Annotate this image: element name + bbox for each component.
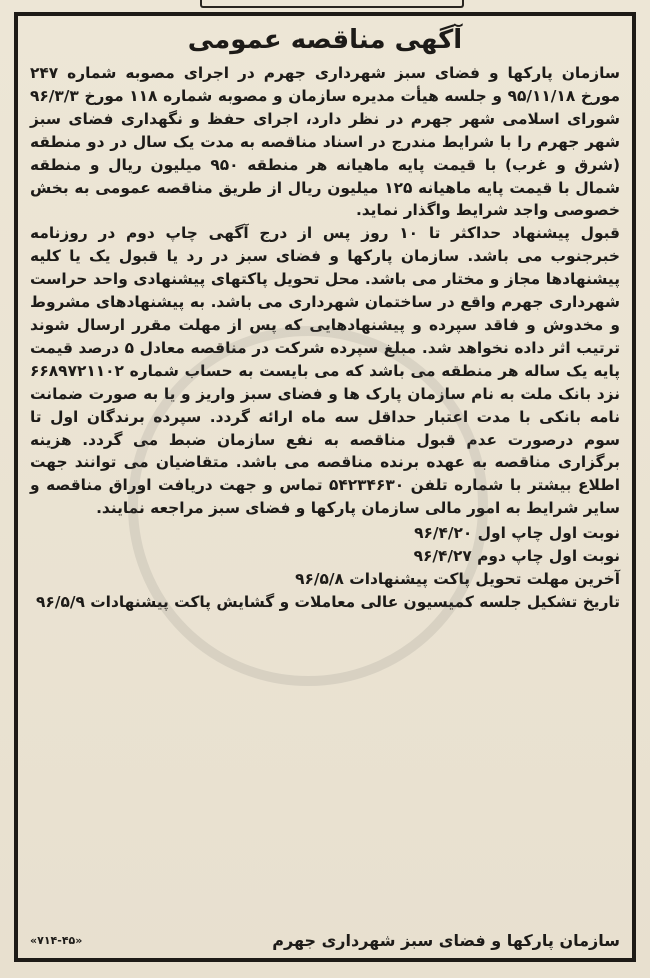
notice-body — [30, 62, 620, 520]
publication-schedule — [30, 522, 620, 614]
issuing-organization: سازمان پارکها و فضای سبز شهرداری جهرم — [272, 931, 620, 950]
notice-paragraph-intro: سازمان پارکها و فضای سبز شهرداری جهرم در اجرای مصوبه شماره ۲۴۷ مورخ ۹۵/۱۱/۱۸ و جلسه هیأت مدیره سازمان و مصوبه شماره ۱۱۸ مورخ ۹۶/۳/۳ شورای اسلامی شهر جهرم در نظر دارد، اجرای حفظ و نگهداری فضای سبز شهر جهرم را با شرایط مندرج در اسناد مناقصه به مدت یک سال در دو منطقه (شرق و غرب) با قیمت پایه ماهیانه هر منطقه ۹۵۰ میلیون ریال و منطقه شمال با قیمت پایه ماهیانه ۱۲۵ میلیون ریال از طریق مناقصه عمومی به بخش خصوصی واجد شرایط واگذار نماید. — [30, 64, 620, 220]
schedule-deadline: آخرین مهلت تحویل پاکت پیشنهادات ۹۶/۵/۸ — [295, 569, 620, 588]
schedule-second-print: نوبت اول چاپ دوم ۹۶/۴/۲۷ — [413, 547, 620, 566]
previous-ad-edge — [200, 0, 464, 8]
notice-title: آگهی مناقصه عمومی — [187, 25, 463, 55]
notice-paragraph-conditions: قبول پیشنهاد حداکثر تا ۱۰ روز پس از درج آگهی چاپ دوم در روزنامه خبرجنوب می باشد. سازمان پارکها و فضای سبز در رد یا قبول یک یا کلیه پیشنهادها مجاز و مختار می باشد. محل تحویل پاکتهای پیشنهادی واحد حراست شهرداری جهرم واقع در ساختمان شهرداری می باشد. به پیشنهادهای مشروط و مخدوش و فاقد سپرده و پیشنهادهایی که پس از مهلت مقرر ارسال شوند ترتیب اثر داده نخواهد شد. مبلغ سپرده شرکت در مناقصه معادل ۵ درصد قیمت پایه یک ساله هر منطقه می باشد که می بایست به حساب شماره ۶۶۸۹۷۲۱۱۰۲ نزد بانک ملت به نام سازمان پارک ها و فضای سبز واریز و یا به صورت ضمانت نامه بانکی با مدت اعتبار حداقل سه ماه ارائه گردد. سپرده برندگان اول تا سوم درصورت عدم قبول مناقصه به نفع سازمان ضبط می گردد. هزینه برگزاری مناقصه به عهده برنده مناقصه می باشد. متقاضیان می توانند جهت اطلاع بیشتر با شماره تلفن ۵۴۲۳۴۶۳۰ تماس و جهت دریافت اوراق مناقصه و سایر شرایط به امور مالی سازمان پارکها و فضای سبز مراجعه نمایند. — [30, 224, 620, 518]
tender-notice-frame — [14, 12, 636, 962]
schedule-first-print: نوبت اول چاپ اول ۹۶/۴/۲۰ — [414, 524, 620, 543]
schedule-opening: تاریخ تشکیل جلسه کمیسیون عالی معاملات و گشایش پاکت پیشنهادات ۹۶/۵/۹ — [36, 592, 620, 611]
ad-code: «۷۱۴-۴۵» — [30, 934, 83, 947]
notice-footer — [30, 931, 620, 950]
